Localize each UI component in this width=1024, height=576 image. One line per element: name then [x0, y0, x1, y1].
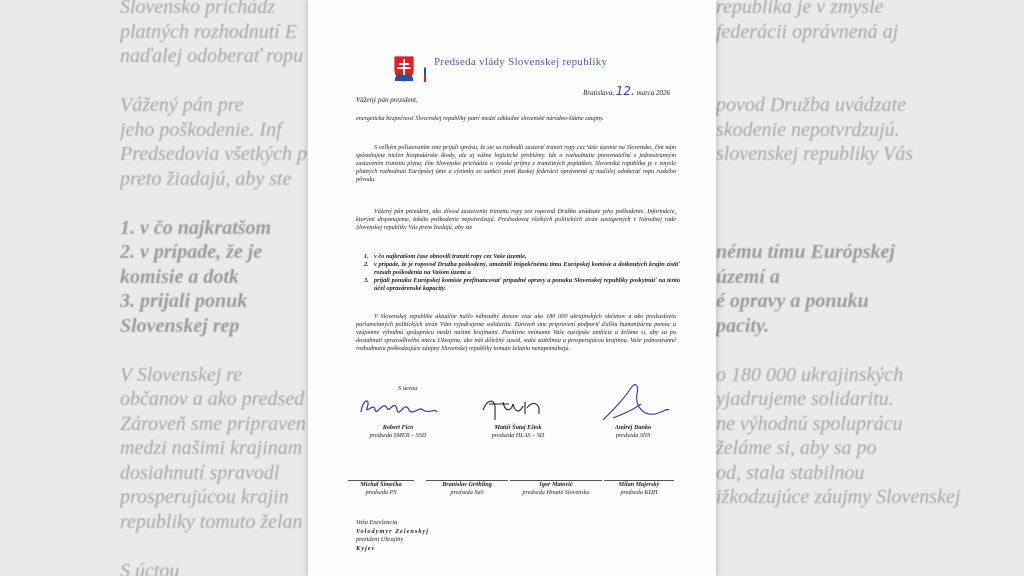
background-text-line: prosperujúcou krajin — [120, 486, 289, 508]
recipient-address: Vaša Excelencia Volodymyr Zelenskyj prezident Ukrajiny Kyjev — [356, 519, 430, 552]
signature-block: Branislav Gröhling predseda SaS — [426, 480, 508, 497]
list-item: 2. v prípade, že je ropovod Družba poškodený, umožnili inšpekčnému tímu Európskej komisie a dotknutých krajín zistiť rozsah poškodenia na Vašom území a — [364, 261, 680, 276]
background-text-line: o 180 000 ukrajinských — [716, 363, 904, 386]
background-text-line: republiky tomuto želan — [120, 510, 303, 533]
background-text-line: ne výhodnú spoluprácu — [716, 412, 903, 435]
background-text-line: Slovenskej rep — [120, 314, 240, 337]
signature-block: Igor Matovič predseda Hnutie Slovensko — [510, 480, 602, 497]
background-text-line: skodenie nepotvrdzujú. — [716, 118, 900, 141]
list-item: 1. v čo najkratšom čase obnovili tranzit ropy cez Vaše územie, — [364, 253, 527, 260]
background-text-line: preto žiadajú, aby ste — [120, 167, 292, 190]
background-text-line: Vážený pán pre — [120, 94, 244, 116]
signature-block: Michal Šimečka predseda PS — [348, 480, 414, 497]
letter-page — [308, 0, 716, 576]
salutation: Vážený pán prezident, — [356, 96, 418, 104]
signature-block: Milan Majerský predseda KDH — [604, 480, 674, 497]
handwritten-signature — [353, 392, 443, 424]
background-text-line: od, stala stabilnou — [716, 461, 865, 484]
date-month-year: marca 2026 — [634, 89, 670, 97]
background-text-line: V Slovenskej re — [120, 363, 243, 386]
flag-divider — [424, 60, 426, 82]
background-text-line: 1. v čo najkratšom — [120, 216, 272, 239]
background-text-line: platných rozhodnutí E — [120, 20, 298, 43]
signature-block: Matúš Šutaj Eštok predseda HLAS – SD — [468, 392, 568, 440]
background-text-line: ižkodzujúce záujmy Slovenskej — [716, 486, 961, 508]
background-text-line: naďalej odoberať ropu — [120, 45, 304, 67]
background-text-line: jeho poškodenie. Inf — [120, 118, 282, 141]
date-day-handwritten: 12. — [615, 84, 635, 98]
letter-date — [583, 84, 670, 98]
paragraph-3: Vážený pán prezident, ako dôvod zastavenia tranzitu ropy cez ropovod Družba uvádzate jeho poškodenie. Informácie, ktorými disponujeme, takéto poškodenie nepotvrdzujú. Predsedovia všetkých politických strán zastúpených v Národnej rade Slovenskej republiky Vás preto žiadajú, aby ste — [356, 208, 676, 231]
paragraph-2: S veľkým poľutovaním sme prijali správu, že ste sa rozhodli zastaviť tranzit ropy cez Vaše územie na Slovensko, čím nám spôsobujete nielen hospodárske škody, ale aj vážne logistické problémy. Ide o rozhodnutie porovnateľné s jednostranným zastavením tranzitu plynu, čím Slovensko prichádza o vysoké príjmy z tranzitných poplatkov. Slovenská republika je v zmysle platných rozhodnutí Európskej únie a výnimky zo sankcií proti Ruskej federácii oprávnená aj naďalej odoberať ropu ruského pôvodu. — [356, 144, 676, 183]
background-text-line: dosiahnutí spravodl — [120, 461, 280, 484]
background-text-line: želáme si, aby sa po — [716, 437, 877, 459]
background-text-line: nému tímu Európskej — [716, 241, 895, 263]
background-text-line: slovenskej republiky Vás — [716, 143, 913, 165]
background-left-column — [120, 0, 310, 576]
paragraph-4: V Slovenskej republike aktuálne našlo náhradný domov viac ako 180 000 ukrajinských občanov a ako predsedovia parlamentných politických strán Vám vyjadrujeme solidaritu. Zároveň sme pripravení podporiť ďalšiu humanitárnu pomoc a vzájomne výhodnú spoluprácu medzi našimi krajinami. Pozitívne vnímame Vaše európske ambície a želáme si, aby sa po dosiahnutí spravodlivého mieru Ukrajina, ako náš dôležitý sused, stala stabilnou a prosperujúcou krajinou. Vaše jednostranné rozhodnutia poškodzujúce záujmy Slovenskej republiky tomuto želaniu nenapomáhajú. — [356, 313, 676, 352]
background-text-line: komisie a dotk — [120, 265, 239, 288]
background-text-line: Zároveň sme pripraven — [120, 412, 306, 435]
background-text-line: 2. v prípade, že je — [120, 241, 263, 263]
date-city: Bratislava, — [583, 89, 615, 97]
background-text-line: povod Družba uvádzate — [716, 94, 906, 116]
slovak-coat-of-arms-icon — [393, 55, 415, 83]
background-text-line: S úctou — [120, 559, 180, 576]
paragraph-1: energetická bezpečnosť Slovenskej republiky patrí medzi základné slovenské národno-štátne záujmy. — [356, 115, 604, 122]
signature-block: Robert Fico predseda SMER – SSD — [348, 392, 448, 440]
background-right-column — [716, 0, 1016, 576]
background-text-line: é opravy a ponuku — [716, 290, 869, 312]
background-text-line: Predsedovia všetkých p — [120, 143, 307, 165]
background-text-line: území a — [716, 265, 780, 288]
background-text-line: Slovensko prichádz — [120, 0, 275, 18]
background-text-line: pacity. — [716, 314, 770, 337]
handwritten-signature — [473, 392, 563, 424]
signature-block: Andrej Danko predseda SNS — [578, 380, 688, 440]
background-text-line: medzi našimi krajinam — [120, 437, 303, 459]
background-text-line: občanov a ako predsed — [120, 388, 305, 410]
letterhead-title: Predseda vlády Slovenskej republiky — [434, 56, 608, 68]
background-text-line: yjadrujeme solidaritu. — [716, 388, 894, 410]
background-text-line: federácii oprávnená aj — [716, 20, 899, 43]
handwritten-signature — [583, 380, 683, 424]
list-item: 3. prijali ponuku Európskej komisie prefinancovať prípadné opravy a ponuku Slovenskej republiky poskytnúť na tento účel opravárenské kapacity. — [364, 277, 680, 292]
background-text-line: 3. prijali ponuk — [120, 290, 248, 312]
closing: S úctou — [398, 385, 418, 392]
request-list — [356, 253, 680, 293]
background-text-line: republika je v zmysle — [716, 0, 884, 18]
